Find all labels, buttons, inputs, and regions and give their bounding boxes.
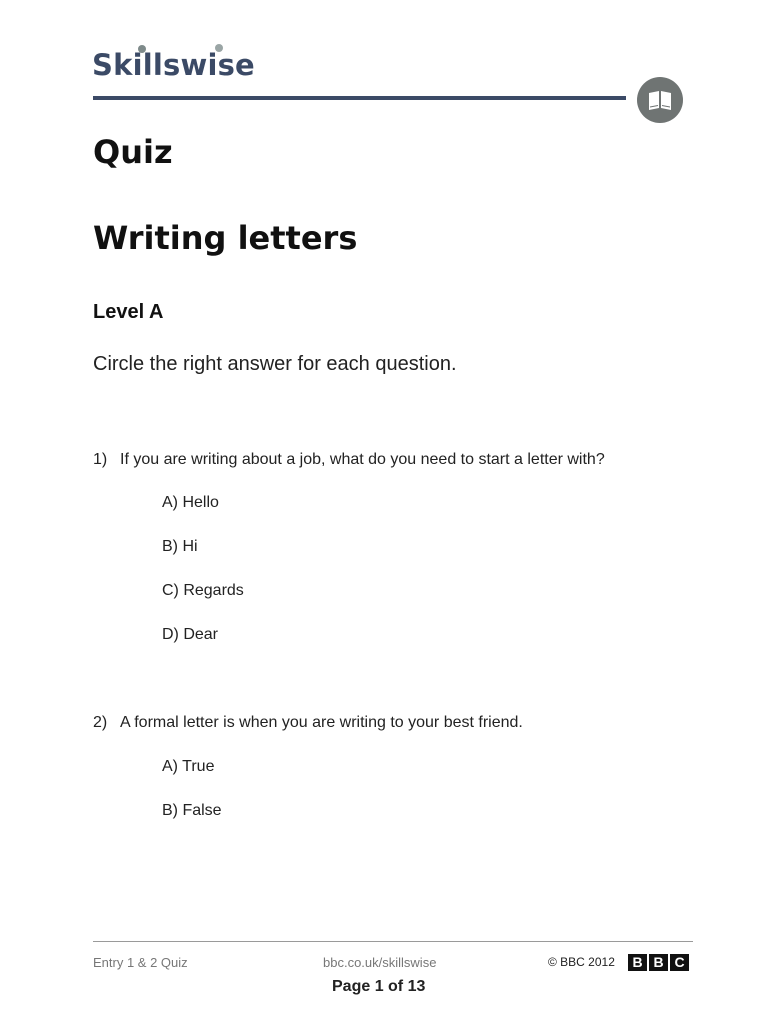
header-divider xyxy=(93,96,626,100)
bbc-logo-letter: B xyxy=(628,954,647,971)
answer-option[interactable]: D) Dear xyxy=(162,626,219,643)
level-label: Level A xyxy=(93,301,164,323)
answer-option[interactable]: A) Hello xyxy=(162,494,219,511)
question-text: A formal letter is when you are writing to your best friend. xyxy=(120,714,523,731)
answer-option[interactable]: A) True xyxy=(162,758,215,775)
question-2 xyxy=(93,714,523,732)
answer-option[interactable]: C) Regards xyxy=(162,582,244,599)
question-text: If you are writing about a job, what do you need to start a letter with? xyxy=(120,451,605,468)
bbc-logo-letter: B xyxy=(649,954,668,971)
instructions-text: Circle the right answer for each question. xyxy=(93,353,457,375)
answer-option[interactable]: B) Hi xyxy=(162,538,198,555)
page-title: Quiz xyxy=(93,133,173,171)
footer-course-label: Entry 1 & 2 Quiz xyxy=(93,955,188,970)
bbc-logo-letter: C xyxy=(670,954,689,971)
footer-copyright: © BBC 2012 xyxy=(548,955,615,969)
brand-logo: Skillswise xyxy=(92,48,255,82)
footer-website-link[interactable]: bbc.co.uk/skillswise xyxy=(323,955,437,970)
page-number: Page 1 of 13 xyxy=(332,978,426,995)
footer-divider xyxy=(93,941,693,942)
answer-option[interactable]: B) False xyxy=(162,802,222,819)
bbc-logo xyxy=(628,954,689,971)
question-1 xyxy=(93,451,605,469)
question-number: 1) xyxy=(93,451,108,468)
quiz-topic: Writing letters xyxy=(93,219,358,257)
question-number: 2) xyxy=(93,714,108,731)
open-book-icon xyxy=(637,77,683,123)
